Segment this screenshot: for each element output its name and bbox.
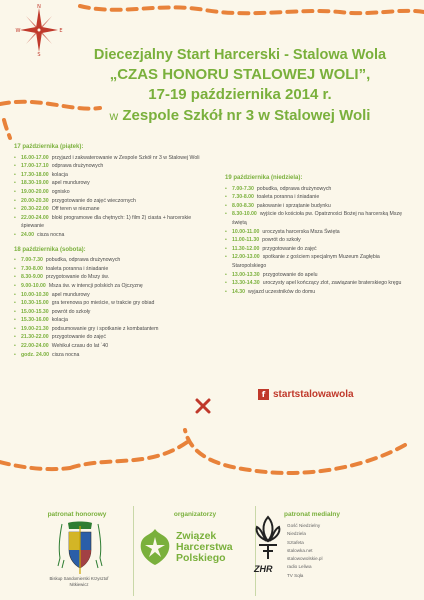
schedule-item	[14, 214, 204, 231]
schedule-time: 7.30-8.00	[21, 265, 43, 272]
schedule-item-text	[21, 351, 79, 360]
schedule-time: 14.30	[232, 288, 245, 295]
schedule-item-text	[232, 210, 410, 227]
schedule-description: wyjście do kościoła pw. Opatrzności Bożej na harcerską Mszę świętą	[232, 211, 402, 226]
schedule-description: przygotowanie do zajęć	[51, 334, 106, 341]
schedule-time: 10.00-10.30	[21, 291, 49, 298]
schedule-description: powrót do szkoły	[262, 237, 301, 244]
schedule-description: toaleta poranna i śniadanie	[256, 194, 320, 201]
bishop-coat-of-arms-icon	[54, 520, 106, 576]
schedule-description: odprawa drużynowych	[51, 163, 104, 170]
schedule-time: godz. 24.00	[21, 351, 49, 358]
schedule-description: cisza nocna	[36, 231, 65, 238]
bullet-icon: •	[14, 154, 16, 161]
schedule-time: 22.00-24.00	[21, 343, 49, 350]
schedule-item-text	[232, 279, 401, 288]
compass-n: N	[37, 4, 41, 10]
bullet-icon: •	[14, 351, 16, 358]
schedule-time: 15.30-16.00	[21, 317, 49, 324]
bullet-icon: •	[14, 300, 16, 307]
schedule-description: apel mundurowy	[51, 180, 90, 187]
bullet-icon: •	[225, 271, 227, 278]
schedule-description: Msza św. w intencji polskich za Ojczyznę	[48, 282, 143, 289]
schedule-item-text	[232, 193, 319, 202]
media-patron-item: radio Leliwa	[287, 564, 312, 570]
schedule-time: 10.00-11.00	[232, 228, 260, 235]
compass-s: S	[37, 52, 41, 58]
schedule-description: przygotowanie do Mszy św.	[45, 274, 110, 281]
schedule-item	[14, 197, 204, 206]
title-line-2: „CZAS HONORU STALOWEJ WOLI”,	[109, 66, 371, 83]
schedule-description: pakowanie i sprzątanie budynku	[256, 202, 331, 209]
schedule-description: uroczysta harcerska Msza Święta	[262, 228, 340, 235]
schedule-item	[225, 271, 410, 280]
bullet-icon: •	[14, 231, 16, 238]
schedule-item-text	[21, 188, 70, 197]
schedule-description: pobudka, odprawa drużynowych	[45, 257, 121, 264]
bullet-icon: •	[14, 197, 16, 204]
bullet-icon: •	[14, 282, 16, 289]
schedule-item-text	[21, 308, 90, 317]
title-line-4	[60, 105, 420, 127]
schedule-time: 13.30-14.30	[232, 280, 260, 287]
schedule-item	[225, 228, 410, 237]
schedule-item	[14, 342, 204, 351]
bullet-icon: •	[225, 254, 227, 261]
schedule-item-text	[232, 253, 410, 270]
schedule-item-text	[21, 256, 120, 265]
schedule-time: 18.30-19.00	[21, 180, 49, 187]
schedule-time: 8.30-10.00	[232, 211, 257, 218]
schedule-item-text	[21, 291, 90, 300]
schedule-time: 20.00-20.30	[21, 197, 49, 204]
footer-divider	[133, 506, 134, 596]
schedule-item	[225, 279, 410, 288]
schedule-right-column	[225, 174, 410, 296]
day-heading: 18 października (sobota):	[14, 246, 86, 253]
zhp-name	[176, 531, 233, 564]
schedule-description: bloki programowe dla chętnych: 1) film 2) ciasta + harcerskie śpiewanie	[21, 214, 192, 230]
bullet-icon: •	[225, 185, 227, 192]
media-patron-item: stalowka.net	[287, 547, 313, 553]
schedule-item	[225, 210, 410, 227]
schedule-item-text	[21, 342, 108, 351]
schedule-item-text	[232, 288, 315, 297]
schedule-description: przygotowanie do zajęć	[262, 245, 317, 252]
schedule-time: 8.00-8.30	[232, 202, 254, 209]
media-patron-item: Niedziela	[287, 531, 306, 537]
schedule-time: 12.00-13.00	[232, 254, 260, 261]
schedule-time: 11.00-11.30	[232, 237, 260, 244]
schedule-time: 17.00-17.10	[21, 163, 49, 170]
day-heading: 17 października (piątek):	[14, 144, 84, 150]
schedule-item-text	[21, 205, 99, 214]
schedule-time: 10.30-15.00	[21, 300, 49, 307]
patronat-honorowy-label: patronat honorowy	[47, 511, 107, 518]
schedule-item	[14, 351, 204, 360]
schedule-item-text	[21, 316, 68, 325]
zhp-name-line-1: Związek	[176, 530, 217, 542]
media-patron-item: stalowowolskie.pl	[287, 556, 323, 562]
schedule-item-text	[21, 214, 204, 231]
schedule-item-text	[232, 185, 331, 194]
schedule-left-column	[14, 143, 204, 359]
bullet-icon: •	[14, 206, 16, 213]
zhr-label: ZHR	[254, 564, 273, 574]
schedule-item	[14, 265, 204, 274]
schedule-item-text	[21, 299, 154, 308]
bullet-icon: •	[225, 288, 227, 295]
schedule-item-text	[21, 162, 103, 171]
schedule-time: 19.00-21.30	[21, 325, 49, 332]
schedule-description: przygotowanie do zajęć wieczornych	[51, 197, 136, 204]
bullet-icon: •	[225, 211, 227, 218]
schedule-item	[225, 236, 410, 245]
schedule-item	[14, 282, 204, 291]
compass-e: E	[59, 28, 63, 34]
schedule-item-text	[232, 202, 331, 211]
patron-name: Biskup Sandomierski Krzysztof Nitkiewicz	[49, 576, 109, 587]
schedule-description: Wehikuł czasu do lat `40	[51, 343, 109, 350]
compass-w: W	[15, 28, 21, 34]
schedule-item-text	[21, 265, 108, 274]
facebook-icon: f	[258, 389, 269, 400]
schedule-description: kolacja	[51, 317, 68, 324]
schedule-item	[14, 325, 204, 334]
schedule-time: 17.30-18.00	[21, 171, 49, 178]
schedule-time: 8.30-9.00	[21, 274, 43, 281]
schedule-description: uroczysty apel kończący zlot, zawiązanie braterskiego kręgu	[262, 280, 402, 287]
schedule-item-text	[21, 282, 143, 291]
title-line-1: Diecezjalny Start Harcerski - Stalowa Wola	[93, 47, 387, 63]
schedule-description: toaleta poranna i śniadanie	[45, 265, 109, 272]
schedule-item-text	[21, 273, 109, 282]
schedule-item-text	[232, 228, 340, 237]
zhp-name-line-3: Polskiego	[176, 552, 226, 564]
schedule-description: ognisko	[51, 188, 70, 195]
schedule-description: przygotowanie do apelu	[262, 271, 318, 278]
compass-rose-icon	[16, 4, 62, 56]
schedule-description: przyjazd i zakwaterowanie w Zespole Szkół nr 3 w Stalowej Woli	[51, 154, 200, 161]
bullet-icon: •	[14, 214, 16, 221]
schedule-item-text	[232, 245, 317, 254]
bullet-icon: •	[14, 317, 16, 324]
schedule-item	[14, 179, 204, 188]
bullet-icon: •	[225, 280, 227, 287]
schedule-item	[225, 185, 410, 194]
schedule-item	[14, 333, 204, 342]
schedule-time: 11.30-12.00	[232, 245, 260, 252]
bullet-icon: •	[225, 245, 227, 252]
schedule-item	[14, 188, 204, 197]
schedule-item	[14, 154, 204, 163]
schedule-time: 21.30-22.00	[21, 334, 49, 341]
schedule-item	[14, 256, 204, 265]
zhp-logo-icon	[137, 527, 173, 567]
bullet-icon: •	[14, 274, 16, 281]
schedule-item	[14, 316, 204, 325]
title-line-3: 17-19 października 2014 r.	[148, 86, 332, 103]
schedule-time: 7.00-7.30	[21, 257, 43, 264]
bullet-icon: •	[14, 257, 16, 264]
bullet-icon: •	[14, 291, 16, 298]
schedule-time: 15.00-15.30	[21, 308, 49, 315]
bullet-icon: •	[14, 325, 16, 332]
schedule-description: cisza nocna	[51, 351, 80, 358]
schedule-item-text	[21, 333, 106, 342]
schedule-item	[14, 308, 204, 317]
bullet-icon: •	[225, 228, 227, 235]
facebook-handle: startstalowawola	[273, 389, 354, 400]
schedule-time: 22.00-24.00	[21, 214, 49, 221]
event-title	[60, 46, 420, 127]
schedule-item	[14, 299, 204, 308]
patronat-medialny-label: patronat medialny	[284, 511, 340, 518]
schedule-item-text	[21, 154, 200, 163]
bullet-icon: •	[14, 308, 16, 315]
schedule-item	[14, 162, 204, 171]
schedule-item	[225, 245, 410, 254]
title-line-4-prefix: w	[109, 109, 119, 123]
schedule-description: powrót do szkoły	[51, 308, 91, 315]
schedule-item	[225, 288, 410, 297]
media-patron-item: Sztafeta	[287, 539, 304, 545]
bullet-icon: •	[14, 180, 16, 187]
schedule-description: podsumowanie gry i spotkanie z kombatantem	[51, 325, 159, 332]
schedule-item-text	[21, 231, 64, 240]
schedule-time: 24.00	[21, 231, 34, 238]
media-patron-item: TV Sqła	[287, 572, 304, 578]
schedule-time: 13.00-13.30	[232, 271, 260, 278]
schedule-description: Off teren w nieznane	[51, 206, 100, 213]
schedule-item-text	[21, 171, 68, 180]
schedule-item	[225, 193, 410, 202]
bullet-icon: •	[225, 194, 227, 201]
schedule-description: kolacja	[51, 171, 68, 178]
media-patron-item: Gość Niedzielny	[287, 523, 321, 528]
schedule-item	[14, 205, 204, 214]
schedule-item	[14, 171, 204, 180]
schedule-time: 19.00-20.00	[21, 188, 49, 195]
schedule-item	[14, 231, 204, 240]
bullet-icon: •	[225, 237, 227, 244]
bullet-icon: •	[14, 334, 16, 341]
schedule-description: wyjazd uczestników do domu	[247, 288, 316, 295]
bullet-icon: •	[14, 171, 16, 178]
schedule-description: pobudka, odprawa drużynowych	[256, 185, 332, 192]
schedule-item-text	[21, 179, 90, 188]
schedule-description: spotkanie z gościem specjalnym Muzeum Zagłębia Staropolskiego	[232, 254, 380, 269]
media-patrons-list	[287, 522, 323, 580]
zhr-fleur-de-lis-icon	[253, 515, 283, 563]
schedule-item-text	[21, 325, 158, 334]
schedule-time: 7.30-8.00	[232, 194, 254, 201]
schedule-time: 16.00-17.00	[21, 154, 49, 161]
schedule-item	[14, 291, 204, 300]
bullet-icon: •	[225, 202, 227, 209]
schedule-item-text	[232, 236, 301, 245]
bullet-icon: •	[14, 163, 16, 170]
organizatorzy-label: organizatorzy	[173, 511, 217, 518]
facebook-link[interactable]	[258, 389, 354, 400]
schedule-time: 7.00-7.30	[232, 185, 254, 192]
zhp-name-line-2: Harcerstwa	[176, 541, 233, 553]
schedule-description: apel mundurowy	[51, 291, 90, 298]
bullet-icon: •	[14, 343, 16, 350]
day-heading: 19 października (niedziela):	[225, 175, 303, 181]
schedule-item	[225, 202, 410, 211]
bullet-icon: •	[14, 265, 16, 272]
schedule-item-text	[232, 271, 318, 280]
schedule-item	[14, 273, 204, 282]
schedule-item	[225, 253, 410, 270]
bullet-icon: •	[14, 188, 16, 195]
schedule-description: gra terenowa po mieście, w trakcie gry obiad	[51, 300, 155, 307]
schedule-time: 9.00-10.00	[21, 282, 46, 289]
title-line-4-rest: Zespole Szkół nr 3 w Stalowej Woli	[122, 107, 371, 124]
schedule-time: 20.30-22.00	[21, 206, 49, 213]
schedule-item-text	[21, 197, 136, 206]
